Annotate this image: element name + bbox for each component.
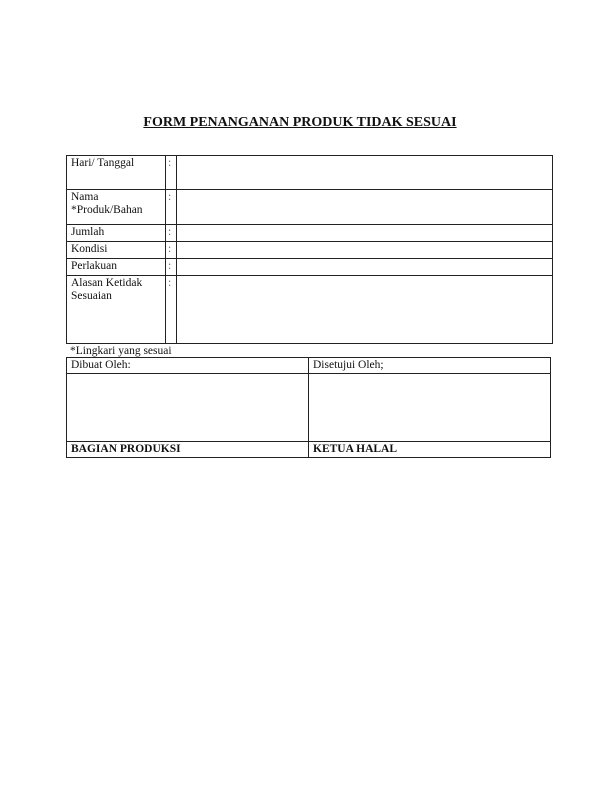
field-label: Hari/ Tanggal bbox=[67, 156, 166, 190]
info-table bbox=[66, 155, 553, 344]
signature-header-row bbox=[67, 358, 551, 374]
field-input-alasan[interactable] bbox=[177, 276, 553, 344]
footnote: *Lingkari yang sesuai bbox=[70, 345, 172, 357]
made-by-dept: BAGIAN PRODUKSI bbox=[67, 442, 309, 458]
field-separator: : bbox=[166, 156, 177, 190]
field-separator: : bbox=[166, 276, 177, 344]
approved-by-label: Disetujui Oleh; bbox=[309, 358, 551, 374]
field-row-perlakuan bbox=[67, 259, 553, 276]
field-row-alasan bbox=[67, 276, 553, 344]
field-separator: : bbox=[166, 225, 177, 242]
field-input-nama-produk[interactable] bbox=[177, 190, 553, 225]
field-label: Nama *Produk/Bahan bbox=[67, 190, 166, 225]
field-separator: : bbox=[166, 190, 177, 225]
field-input-kondisi[interactable] bbox=[177, 242, 553, 259]
field-label: Alasan Ketidak Sesuaian bbox=[67, 276, 166, 344]
field-label: Perlakuan bbox=[67, 259, 166, 276]
field-row-nama-produk bbox=[67, 190, 553, 225]
field-separator: : bbox=[166, 259, 177, 276]
field-label: Kondisi bbox=[67, 242, 166, 259]
field-input-jumlah[interactable] bbox=[177, 225, 553, 242]
approved-by-signature-area[interactable] bbox=[309, 374, 551, 442]
field-row-jumlah bbox=[67, 225, 553, 242]
made-by-label: Dibuat Oleh: bbox=[67, 358, 309, 374]
field-label: Jumlah bbox=[67, 225, 166, 242]
field-input-perlakuan[interactable] bbox=[177, 259, 553, 276]
field-row-hari-tanggal bbox=[67, 156, 553, 190]
approved-by-dept: KETUA HALAL bbox=[309, 442, 551, 458]
field-input-hari-tanggal[interactable] bbox=[177, 156, 553, 190]
signature-space-row bbox=[67, 374, 551, 442]
field-separator: : bbox=[166, 242, 177, 259]
signature-table bbox=[66, 357, 551, 458]
made-by-signature-area[interactable] bbox=[67, 374, 309, 442]
form-title: FORM PENANGANAN PRODUK TIDAK SESUAI bbox=[143, 115, 457, 130]
signature-footer-row bbox=[67, 442, 551, 458]
field-row-kondisi bbox=[67, 242, 553, 259]
